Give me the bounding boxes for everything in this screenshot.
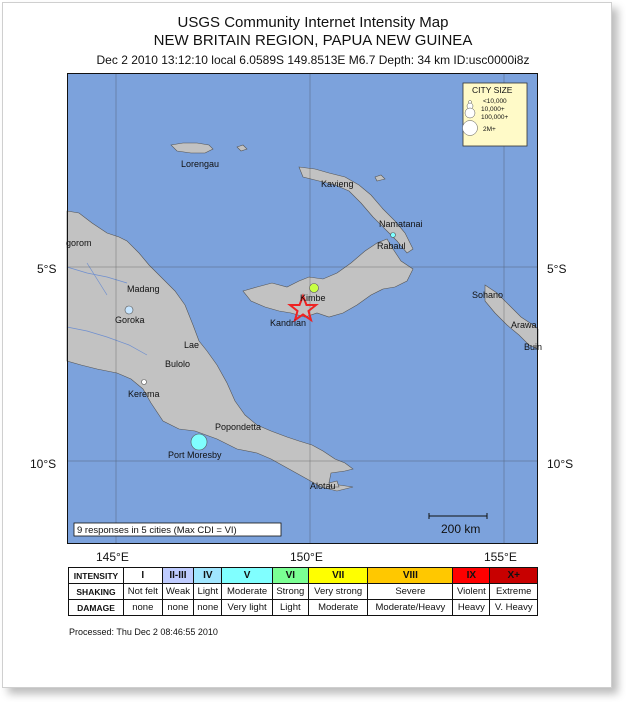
city-label-popondetta: Popondetta	[215, 422, 262, 432]
city-marker-port-moresby	[191, 434, 207, 450]
intensity-ix: IX	[453, 568, 490, 584]
city-marker-kerema	[142, 380, 147, 385]
intensity-i: I	[124, 568, 163, 584]
city-label-alotau: Alotau	[310, 481, 336, 491]
city-size-item-3: 100,000+	[481, 114, 509, 121]
shaking-cell: Not felt	[124, 584, 163, 600]
intensity-iv: IV	[194, 568, 222, 584]
intensity-row	[69, 568, 538, 584]
city-size-item-4: 2M+	[483, 126, 496, 133]
city-label-kavieng: Kavieng	[321, 179, 354, 189]
lon-label-155e: 155°E	[484, 550, 517, 564]
damage-cell: none	[162, 600, 194, 616]
city-size-item-1: <10,000	[483, 98, 507, 105]
processed-timestamp: Processed: Thu Dec 2 08:46:55 2010	[69, 627, 218, 637]
shaking-cell: Moderate	[222, 584, 272, 600]
lon-label-150e: 150°E	[290, 550, 323, 564]
intensity-v: V	[222, 568, 272, 584]
city-size-item-2: 10,000+	[481, 106, 505, 113]
shaking-cell: Light	[194, 584, 222, 600]
damage-cell: Very light	[222, 600, 272, 616]
map-title: USGS Community Internet Intensity Map	[177, 14, 449, 31]
city-label-kimbe: Kimbe	[300, 293, 326, 303]
damage-row	[69, 600, 538, 616]
damage-cell: Heavy	[453, 600, 490, 616]
lat-label-5s-right: 5°S	[547, 262, 567, 276]
damage-cell: Moderate	[308, 600, 368, 616]
intensity-viii: VIII	[368, 568, 453, 584]
city-size-legend-title: CITY SIZE	[472, 85, 513, 95]
lon-label-145e: 145°E	[96, 550, 129, 564]
city-marker-rabaul	[391, 233, 396, 238]
city-size-legend	[463, 83, 528, 146]
intensity-legend	[68, 567, 538, 616]
lat-label-5s: 5°S	[37, 262, 57, 276]
row-label-intensity: INTENSITY	[69, 568, 124, 584]
city-label-madang: Madang	[127, 284, 160, 294]
city-label-lorengau: Lorengau	[181, 159, 220, 169]
map-region-title: NEW BRITAIN REGION, PAPUA NEW GUINEA	[153, 32, 473, 49]
city-marker-madang	[125, 306, 133, 314]
shaking-cell: Very strong	[308, 584, 368, 600]
intensity-x: X+	[490, 568, 538, 584]
city-label-buin: Buin	[524, 342, 543, 352]
city-label-arawa: Arawa	[511, 320, 537, 330]
intensity-vi: VI	[272, 568, 308, 584]
city-label-bulolo: Bulolo	[165, 359, 191, 369]
shaking-cell: Strong	[272, 584, 308, 600]
intensity-ii-iii: II-III	[162, 568, 194, 584]
shaking-row	[69, 584, 538, 600]
shaking-cell: Violent	[453, 584, 490, 600]
intensity-vii: VII	[308, 568, 368, 584]
damage-cell: Light	[272, 600, 308, 616]
row-label-damage: DAMAGE	[69, 600, 124, 616]
city-label-port-moresby: Port Moresby	[168, 450, 222, 460]
lat-label-10s: 10°S	[30, 457, 57, 471]
city-marker-kimbe	[310, 284, 319, 293]
event-details: Dec 2 2010 13:12:10 local 6.0589S 149.8513E M6.7 Depth: 34 km ID:usc0000i8z	[96, 53, 530, 67]
city-label-kerema: Kerema	[128, 389, 160, 399]
responses-note	[74, 523, 281, 536]
city-label-gorom: gorom	[66, 238, 92, 248]
intensity-map	[66, 73, 543, 544]
shaking-cell: Weak	[162, 584, 194, 600]
scale-bar-label: 200 km	[441, 522, 481, 536]
city-label-goroka: Goroka	[115, 315, 145, 325]
city-label-sohano: Sohano	[472, 290, 504, 300]
city-label-rabaul: Rabaul	[377, 241, 406, 251]
damage-cell: none	[194, 600, 222, 616]
lat-label-10s-right: 10°S	[547, 457, 574, 471]
row-label-shaking: SHAKING	[69, 584, 124, 600]
svg-text:9 responses in 5 cities (Max C: 9 responses in 5 cities (Max CDI = VI)	[77, 525, 237, 536]
shaking-cell: Extreme	[490, 584, 538, 600]
city-label-kandrian: Kandrian	[270, 318, 307, 328]
damage-cell: none	[124, 600, 163, 616]
damage-cell: Moderate/Heavy	[368, 600, 453, 616]
damage-cell: V. Heavy	[490, 600, 538, 616]
shaking-cell: Severe	[368, 584, 453, 600]
city-label-namatanai: Namatanai	[379, 219, 423, 229]
city-label-lae: Lae	[184, 340, 200, 350]
